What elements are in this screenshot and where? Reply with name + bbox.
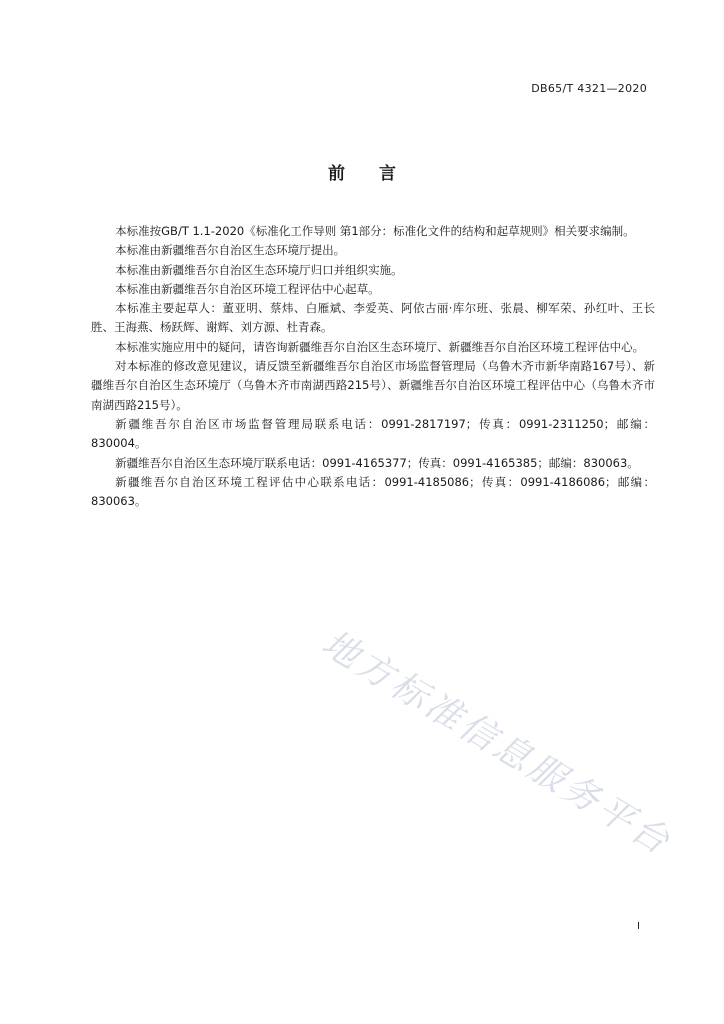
paragraph-administrator: 本标准由新疆维吾尔自治区生态环境厅归口并组织实施。 xyxy=(115,262,403,277)
paragraph-compilation-basis: 本标准按GB/T 1.1-2020《标准化工作导则 第1部分：标准化文件的结构和起草规则》相关要求编制。 xyxy=(115,224,635,238)
page-title: 前 言 xyxy=(328,164,396,184)
paragraph-proposer: 本标准由新疆维吾尔自治区生态环境厅提出。 xyxy=(115,243,346,258)
paragraph-inquiry: 本标准实施应用中的疑问，请咨询新疆维吾尔自治区生态环境厅、新疆维吾尔自治区环境工程评估中心。 xyxy=(115,339,645,354)
paragraph-drafters: 本标准主要起草人：董亚明、蔡炜、白雁斌、李爱英、阿依古丽·库尔班、张晨、柳军荣、孙红叶、王长胜、王海燕、杨跃辉、谢辉、刘方源、杜青森。 xyxy=(91,301,655,335)
paragraph-contact-eco-dept: 新疆维吾尔自治区生态环境厅联系电话：0991-4165377；传真：0991-4165385；邮编：830063。 xyxy=(115,455,639,470)
paragraph-contact-eval-center: 新疆维吾尔自治区环境工程评估中心联系电话：0991-4185086；传真：0991-4186086；邮编：830063。 xyxy=(91,474,655,509)
preface-body xyxy=(91,222,655,511)
watermark: 地方标准信息服务平台 xyxy=(314,622,679,865)
page-number: I xyxy=(637,921,640,932)
paragraph-feedback: 对本标准的修改意见建议，请反馈至新疆维吾尔自治区市场监督管理局（乌鲁木齐市新华南路167号）、新疆维吾尔自治区生态环境厅（乌鲁木齐市南湖西路215号）、新疆维吾尔自治区环境工程评估中心（乌鲁木齐市南湖西路215号）。 xyxy=(91,359,655,412)
paragraph-drafting-unit: 本标准由新疆维吾尔自治区环境工程评估中心起草。 xyxy=(115,281,380,296)
paragraph-contact-market-bureau: 新疆维吾尔自治区市场监督管理局联系电话：0991-2817197；传真：0991-2311250；邮编：830004。 xyxy=(91,416,655,451)
standard-code: DB65/T 4321—2020 xyxy=(531,82,647,95)
